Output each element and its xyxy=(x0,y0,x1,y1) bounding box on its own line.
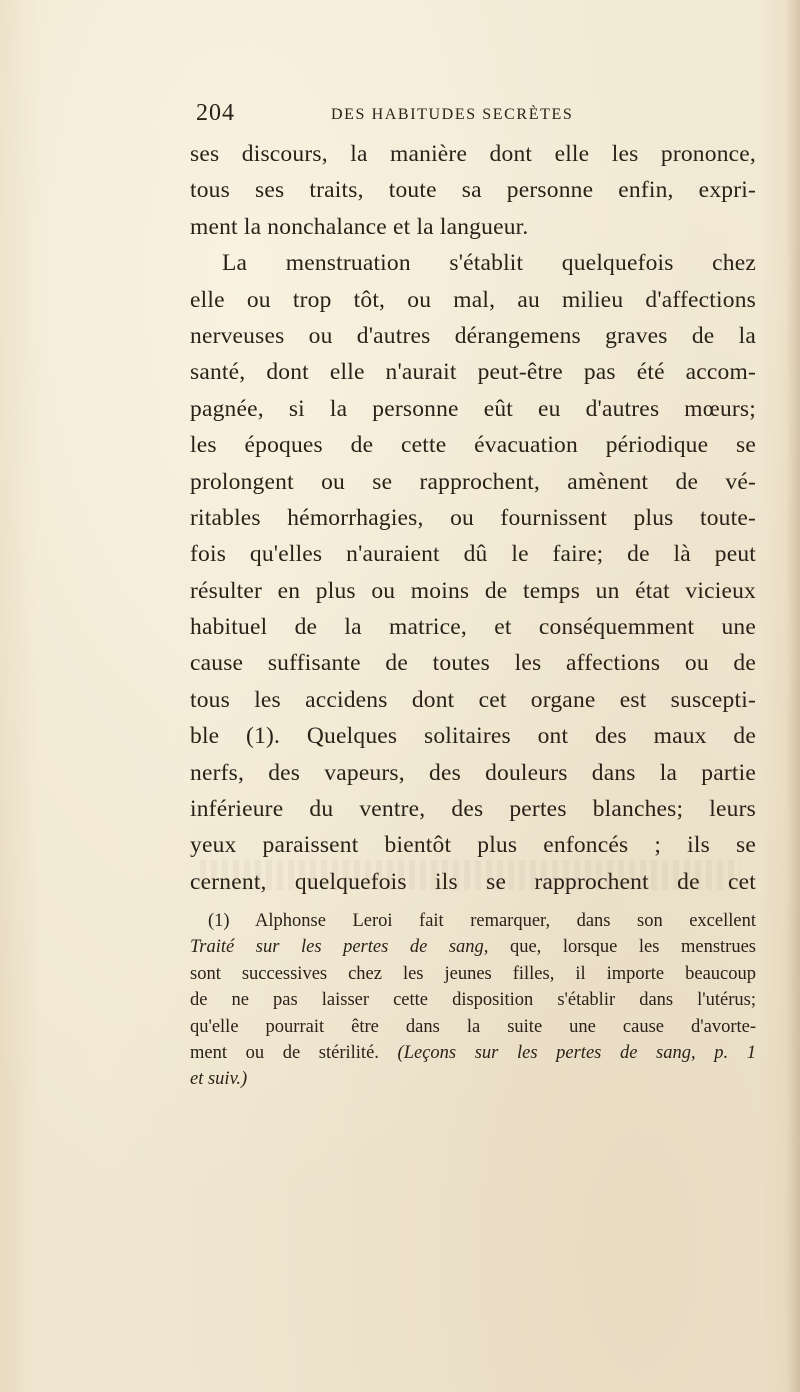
text-line: nerfs, des vapeurs, des douleurs dans la partie xyxy=(190,759,756,786)
text-line: yeux paraissent bientôt plus enfoncés ; ils se xyxy=(190,832,756,859)
text-line: habituel de la matrice, et conséquemment une xyxy=(190,614,756,641)
running-head: DES HABITUDES SECRÈTES xyxy=(331,106,574,123)
page-header xyxy=(196,100,756,130)
text-line: ble (1). Quelques solitaires ont des maux de xyxy=(190,723,756,750)
page-number: 204 xyxy=(196,100,235,126)
footnote-line: (1) Alphonse Leroi fait remarquer, dans son excellent xyxy=(208,911,756,931)
text-line: ses discours, la manière dont elle les prononce, xyxy=(190,141,756,167)
footnote xyxy=(190,908,756,1093)
footnote-text: que, lorsque les menstrues xyxy=(488,937,756,958)
text-line: fois qu'elles n'auraient dû le faire; de là peut xyxy=(190,541,756,568)
page-edge-shadow xyxy=(786,0,800,1392)
footnote-line: de ne pas laisser cette disposition s'établir dans l'utérus; xyxy=(190,990,756,1011)
text-line: prolongent ou se rapprochent, amènent de vé- xyxy=(190,468,756,495)
main-text xyxy=(190,136,756,900)
text-line: inférieure du ventre, des pertes blanches; leurs xyxy=(190,796,756,823)
footnote-line xyxy=(190,1066,756,1092)
footnote-line: qu'elle pourrait être dans la suite une cause d'avorte- xyxy=(190,1016,756,1037)
text-line: La menstruation s'établit quelquefois chez xyxy=(222,250,756,277)
text-line: les époques de cette évacuation périodique se xyxy=(190,432,756,459)
footnote-text: ment ou de stérilité. xyxy=(190,1042,398,1063)
text-line: résulter en plus ou moins de temps un état vicieux xyxy=(190,577,756,604)
text-line: santé, dont elle n'aurait peut-être pas été accom- xyxy=(190,359,756,386)
text-line: nerveuses ou d'autres dérangemens graves de la xyxy=(190,322,756,349)
text-line: cause suffisante de toutes les affections ou de xyxy=(190,650,756,677)
text-line: tous les accidens dont cet organe est suscepti- xyxy=(190,686,756,713)
footnote-line xyxy=(190,1040,756,1066)
footnote-line: sont successives chez les jeunes filles, il importe beaucoup xyxy=(190,963,756,984)
text-line: pagnée, si la personne eût eu d'autres mœurs; xyxy=(190,395,756,422)
footnote-citation: (Leçons sur les pertes de sang, p. 1 xyxy=(397,1042,756,1063)
text-line: ment la nonchalance et la langueur. xyxy=(190,213,529,240)
text-line: tous ses traits, toute sa personne enfin, expri- xyxy=(190,177,756,204)
text-line: ritables hémorrhagies, ou fournissent plus toute- xyxy=(190,504,756,531)
footnote-citation-end: et suiv.) xyxy=(190,1069,248,1090)
footnote-line xyxy=(190,934,756,960)
text-line: elle ou trop tôt, ou mal, au milieu d'affections xyxy=(190,286,756,313)
footnote-book-title: Traité sur les pertes de sang, xyxy=(190,937,489,958)
text-line: cernent, quelquefois ils se rapprochent de cet xyxy=(190,868,756,895)
